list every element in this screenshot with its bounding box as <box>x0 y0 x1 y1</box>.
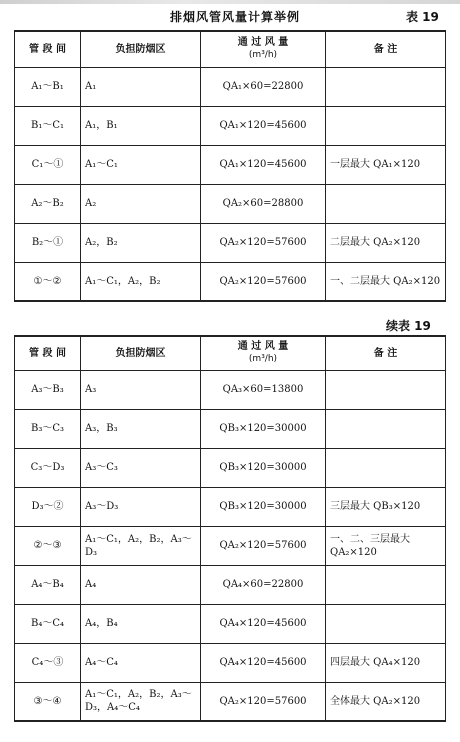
cell-flow: QA₂×60=28800 <box>201 184 326 223</box>
cell-segment: B₁～C₁ <box>15 106 81 145</box>
cell-note: 一、二层最大 QA₂×120 <box>326 262 446 301</box>
table2-caption <box>0 317 460 335</box>
cell-segment: B₃～C₃ <box>15 409 81 448</box>
cropped-text-strip <box>0 0 460 4</box>
cell-area: A₂，B₂ <box>81 223 201 262</box>
cell-flow: QA₂×120=57600 <box>201 526 326 565</box>
cell-flow: QA₄×120=45600 <box>201 604 326 643</box>
cell-flow: QA₁×120=45600 <box>201 145 326 184</box>
header-area: 负担防烟区 <box>81 336 201 370</box>
smoke-duct-table-2 <box>14 335 446 722</box>
cell-area: A₄～C₄ <box>81 643 201 682</box>
cell-segment: C₄～③ <box>15 643 81 682</box>
cell-area: A₄ <box>81 565 201 604</box>
cell-flow: QA₁×120=45600 <box>201 106 326 145</box>
cell-area: A₂ <box>81 184 201 223</box>
cell-flow: QB₃×120=30000 <box>201 448 326 487</box>
cell-area: A₁ <box>81 67 201 106</box>
cell-segment: A₂～B₂ <box>15 184 81 223</box>
cell-note <box>326 604 446 643</box>
cell-note: 全体最大 QA₂×120 <box>326 682 446 721</box>
header-flow-label: 通 过 风 量 <box>237 37 289 49</box>
table-row <box>15 145 446 184</box>
table-row <box>15 370 446 409</box>
cell-flow: QA₁×60=22800 <box>201 67 326 106</box>
cell-area: A₄，B₄ <box>81 604 201 643</box>
table-row <box>15 565 446 604</box>
table1-caption <box>0 8 460 26</box>
cell-area: A₁～C₁，A₂，B₂，A₃～D₃，A₄～C₄ <box>81 682 201 721</box>
header-flow <box>201 31 326 67</box>
header-flow-unit: (m³/h) <box>248 354 278 365</box>
header-flow-label: 通 过 风 量 <box>237 341 289 353</box>
header-area: 负担防烟区 <box>81 31 201 67</box>
cell-note <box>326 448 446 487</box>
cell-segment: A₁～B₁ <box>15 67 81 106</box>
table-row <box>15 409 446 448</box>
cell-note <box>326 565 446 604</box>
cell-note: 一层最大 QA₁×120 <box>326 145 446 184</box>
cell-note: 三层最大 QB₃×120 <box>326 487 446 526</box>
cell-flow: QA₂×120=57600 <box>201 262 326 301</box>
table-row <box>15 604 446 643</box>
cell-note: 四层最大 QA₄×120 <box>326 643 446 682</box>
cell-segment: C₁～① <box>15 145 81 184</box>
cell-flow: QA₄×120=45600 <box>201 643 326 682</box>
table-row <box>15 67 446 106</box>
table1-number: 表 19 <box>406 10 439 24</box>
cell-note <box>326 106 446 145</box>
cell-segment: C₃～D₃ <box>15 448 81 487</box>
cell-note: 二层最大 QA₂×120 <box>326 223 446 262</box>
table1-title: 排烟风管风量计算举例 <box>170 10 301 24</box>
cell-note <box>326 184 446 223</box>
cell-segment: A₃～B₃ <box>15 370 81 409</box>
cell-flow: QB₃×120=30000 <box>201 409 326 448</box>
table-row <box>15 643 446 682</box>
cell-area: A₃～C₃ <box>81 448 201 487</box>
cell-note <box>326 67 446 106</box>
table-header-row <box>15 336 446 370</box>
table-row <box>15 526 446 565</box>
cell-segment: ②～③ <box>15 526 81 565</box>
table-header-row <box>15 31 446 67</box>
cell-area: A₃ <box>81 370 201 409</box>
header-flow <box>201 336 326 370</box>
table-row <box>15 262 446 301</box>
cell-segment: B₄～C₄ <box>15 604 81 643</box>
table-row <box>15 106 446 145</box>
cell-segment: A₄～B₄ <box>15 565 81 604</box>
cell-area: A₁～C₁，A₂，B₂ <box>81 262 201 301</box>
cell-flow: QA₃×60=13800 <box>201 370 326 409</box>
smoke-duct-table-1 <box>14 30 446 302</box>
cell-area: A₃～D₃ <box>81 487 201 526</box>
cell-flow: QA₄×60=22800 <box>201 565 326 604</box>
cell-segment: B₂～① <box>15 223 81 262</box>
header-note: 备 注 <box>326 336 446 370</box>
table-row <box>15 223 446 262</box>
cell-note: 一、二、三层最大 QA₂×120 <box>326 526 446 565</box>
cell-flow: QA₂×120=57600 <box>201 223 326 262</box>
cell-flow: QA₂×120=57600 <box>201 682 326 721</box>
table2-number: 续表 19 <box>386 319 431 333</box>
header-segment: 管 段 间 <box>15 31 81 67</box>
header-flow-unit: (m³/h) <box>248 50 278 61</box>
header-segment: 管 段 间 <box>15 336 81 370</box>
cell-note <box>326 370 446 409</box>
table-row <box>15 448 446 487</box>
cell-segment: ①～② <box>15 262 81 301</box>
cell-area: A₁～C₁ <box>81 145 201 184</box>
cell-area: A₁～C₁，A₂，B₂，A₃～D₃ <box>81 526 201 565</box>
cell-segment: D₃～② <box>15 487 81 526</box>
header-note: 备 注 <box>326 31 446 67</box>
table-row <box>15 682 446 721</box>
cell-segment: ③～④ <box>15 682 81 721</box>
table-row <box>15 184 446 223</box>
cell-flow: QB₃×120=30000 <box>201 487 326 526</box>
cell-area: A₃，B₃ <box>81 409 201 448</box>
cell-area: A₁，B₁ <box>81 106 201 145</box>
cell-note <box>326 409 446 448</box>
table-row <box>15 487 446 526</box>
